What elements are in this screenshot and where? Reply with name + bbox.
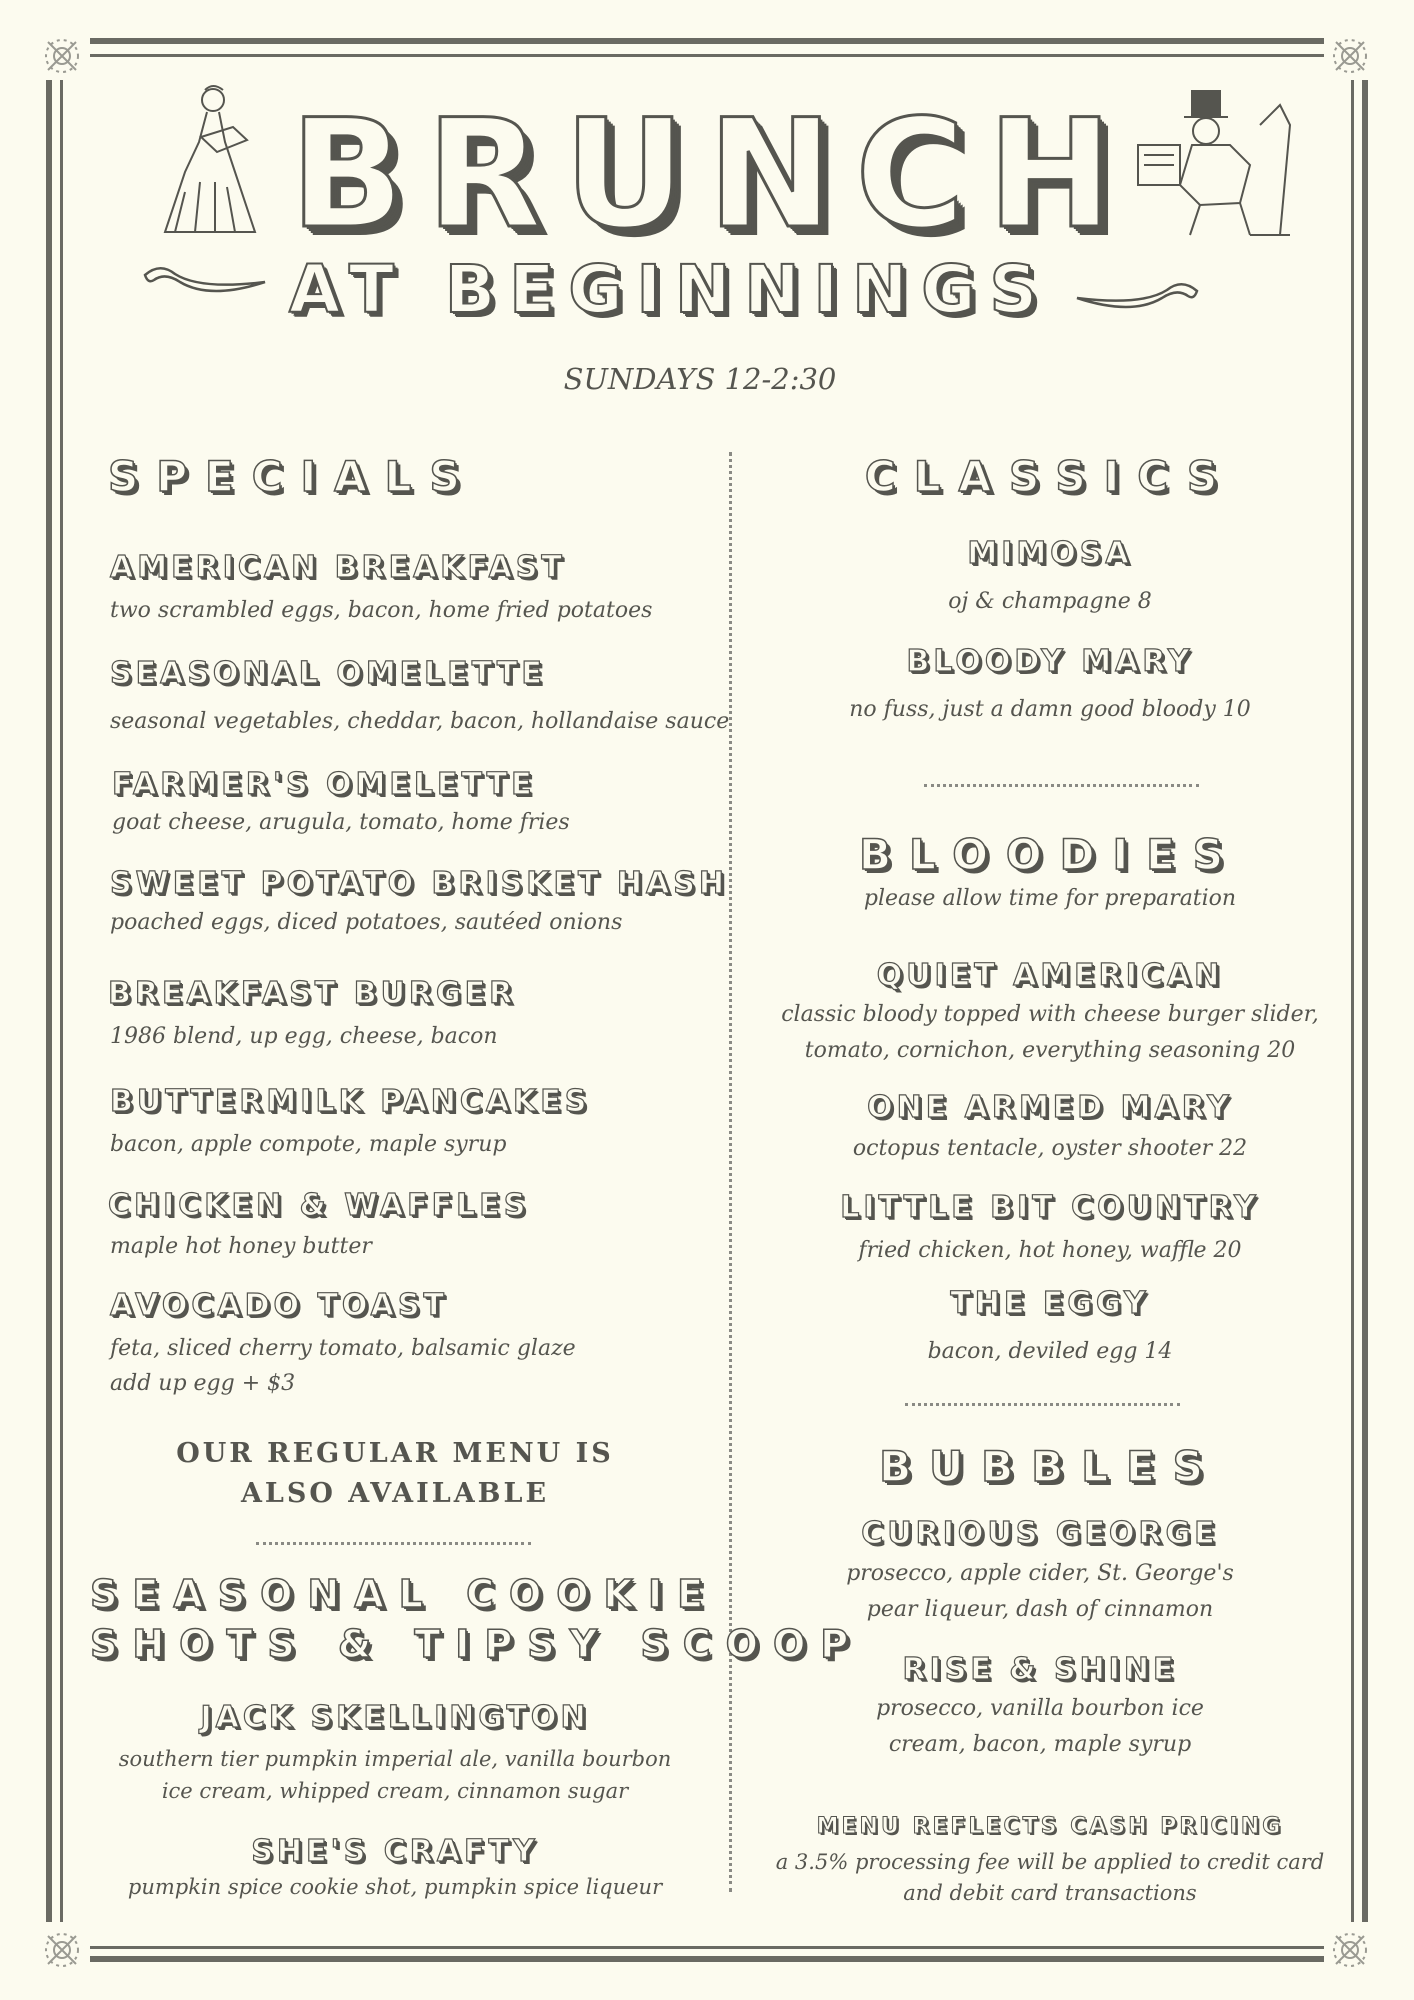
menu-item-name: BREAKFAST BURGER — [108, 976, 517, 1011]
menu-item-name: AVOCADO TOAST — [110, 1288, 448, 1323]
menu-item-description: bacon, deviled egg 14 — [927, 1339, 1173, 1364]
menu-item-name: CURIOUS GEORGE — [861, 1516, 1219, 1551]
menu-item-name: QUIET AMERICAN — [876, 958, 1224, 993]
processing-fee-note: and debit card transactions — [903, 1881, 1197, 1905]
cookie-shots-heading: SEASONAL COOKIE — [90, 1572, 719, 1616]
hours-tagline: SUNDAYS 12-2:30 — [563, 362, 837, 396]
cash-pricing-heading: MENU REFLECTS CASH PRICING — [816, 1814, 1284, 1839]
menu-item-description: pumpkin spice cookie shot, pumpkin spice liqueur — [127, 1875, 663, 1899]
menu-item-name: SEASONAL OMELETTE — [110, 656, 546, 691]
menu-item-name: RISE & SHINE — [902, 1652, 1178, 1687]
menu-item-addon: add up egg + $3 — [110, 1371, 296, 1396]
menu-item-description: 1986 blend, up egg, cheese, bacon — [110, 1024, 498, 1049]
page-subtitle: AT BEGINNINGS — [288, 251, 1052, 328]
menu-item-description: octopus tentacle, oyster shooter 22 — [852, 1136, 1248, 1161]
menu-item-name: ONE ARMED MARY — [867, 1090, 1233, 1125]
menu-item-description: feta, sliced cherry tomato, balsamic glaze — [110, 1336, 576, 1361]
classics-heading: CLASSICS — [864, 452, 1236, 501]
processing-fee-note: a 3.5% processing fee will be applied to credit card — [775, 1850, 1325, 1874]
menu-item-description: bacon, apple compote, maple syrup — [110, 1132, 507, 1157]
menu-item-description: classic bloody topped with cheese burger slider, — [781, 1002, 1319, 1027]
menu-item-description: ice cream, whipped cream, cinnamon sugar — [161, 1779, 629, 1803]
menu-item-description: prosecco, apple cider, St. George's — [846, 1561, 1234, 1586]
menu-item-description: cream, bacon, maple syrup — [888, 1732, 1192, 1757]
menu-item-name: FARMER'S OMELETTE — [112, 767, 536, 802]
menu-item-description: goat cheese, arugula, tomato, home fries — [112, 810, 570, 835]
menu-item-description: prosecco, vanilla bourbon ice — [876, 1696, 1204, 1721]
menu-item-description: two scrambled eggs, bacon, home fried potatoes — [110, 598, 653, 623]
section-separator — [905, 1403, 1180, 1406]
menu-item-description: poached eggs, diced potatoes, sautéed onions — [110, 910, 623, 935]
menu-item-description: southern tier pumpkin imperial ale, vanilla bourbon — [118, 1747, 672, 1771]
right-flourish-icon — [1072, 276, 1202, 316]
menu-item-description: fried chicken, hot honey, waffle 20 — [858, 1238, 1242, 1263]
menu-item-name: AMERICAN BREAKFAST — [110, 550, 566, 585]
note-line: OUR REGULAR MENU IS — [176, 1438, 614, 1469]
menu-item-description: tomato, cornichon, everything seasoning 20 — [804, 1038, 1296, 1063]
menu-item-name: CHICKEN & WAFFLES — [108, 1188, 530, 1223]
menu-item-name: BUTTERMILK PANCAKES — [110, 1084, 591, 1119]
menu-item-name: BLOODY MARY — [906, 644, 1194, 679]
reading-woman-illustration — [155, 82, 270, 242]
specials-heading: SPECIALS — [108, 452, 478, 501]
menu-item-description: no fuss, just a damn good bloody 10 — [849, 697, 1251, 722]
bloodies-subnote: please allow time for preparation — [863, 886, 1237, 911]
left-flourish-icon — [140, 260, 270, 300]
man-in-top-hat-illustration — [1130, 85, 1300, 240]
menu-item-name: MIMOSA — [967, 536, 1133, 571]
menu-item-name: THE EGGY — [950, 1286, 1150, 1321]
regular-menu-note — [150, 1434, 640, 1514]
bloodies-heading: BLOODIES — [858, 830, 1242, 879]
column-divider — [729, 452, 732, 1892]
section-separator — [256, 1542, 531, 1545]
cookie-shots-heading: SHOTS & TIPSY SCOOP — [90, 1622, 864, 1666]
note-line: ALSO AVAILABLE — [240, 1478, 550, 1509]
menu-item-name: SHE'S CRAFTY — [251, 1834, 539, 1869]
menu-item-name: SWEET POTATO BRISKET HASH — [110, 866, 728, 901]
menu-item-description: maple hot honey butter — [110, 1234, 372, 1259]
menu-item-description: seasonal vegetables, cheddar, bacon, hollandaise sauce — [110, 709, 730, 734]
menu-item-description: pear liqueur, dash of cinnamon — [866, 1597, 1214, 1622]
page-title: BRUNCH — [290, 88, 1135, 262]
menu-item-description: oj & champagne 8 — [948, 589, 1152, 614]
bubbles-heading: BUBBLES — [879, 1442, 1221, 1491]
section-separator — [924, 784, 1199, 787]
menu-item-name: LITTLE BIT COUNTRY — [840, 1190, 1260, 1225]
menu-item-name: JACK SKELLINGTON — [200, 1700, 590, 1735]
